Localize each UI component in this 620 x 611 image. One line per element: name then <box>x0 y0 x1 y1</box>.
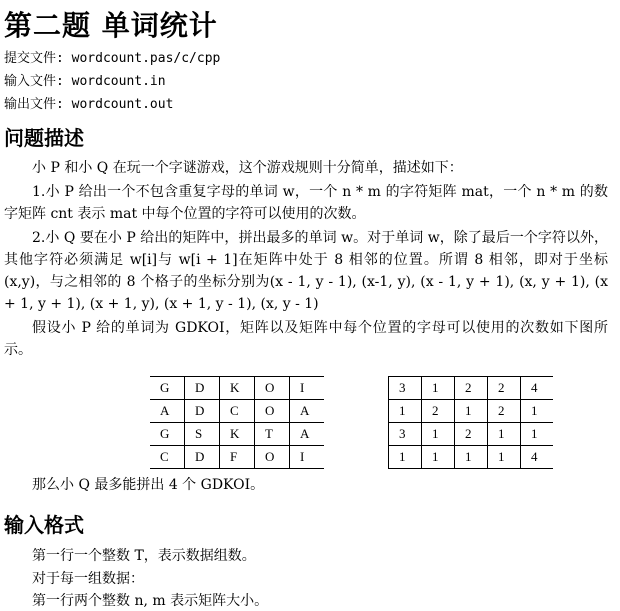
letter-matrix-cell: D <box>185 446 220 469</box>
count-matrix-cell: 1 <box>488 446 521 469</box>
letter-matrix-cell: D <box>185 377 220 400</box>
count-matrix-cell: 1 <box>521 400 554 423</box>
input-format-heading: 输入格式 <box>4 513 84 537</box>
description-paragraph-2: 1.小 P 给出一个不包含重复字母的单词 w，一个 n * m 的字符矩阵 mat，一个 n * m 的数字矩阵 cnt 表示 mat 中每个位置的字符可以使用的次数。 <box>4 184 608 222</box>
count-matrix-cell: 1 <box>389 400 422 423</box>
input-format-line-2: 对于每一组数据： <box>32 571 144 587</box>
letter-matrix-row <box>150 423 324 446</box>
letter-matrix-cell: O <box>255 377 290 400</box>
count-matrix-cell: 1 <box>521 423 554 446</box>
letter-matrix-cell: I <box>290 377 325 400</box>
description-heading: 问题描述 <box>4 126 84 150</box>
count-matrix-cell: 2 <box>455 423 488 446</box>
count-matrix-row <box>389 423 554 446</box>
count-matrix-cell: 1 <box>422 446 455 469</box>
count-matrix-cell: 1 <box>455 446 488 469</box>
letter-matrix-row <box>150 400 324 423</box>
description-paragraph-3: 2.小 Q 要在小 P 给出的矩阵中，拼出最多的单词 w。对于单词 w，除了最后一个字符以外，其他字符必须满足 w[i]与 w[i + 1]在矩阵中处于 8 相邻的位置。所谓 8 相邻，即对于坐标(x,y)，与之相邻的 8 个格子的坐标分别为(x - 1, y - 1), (x-1, y), (x - 1, y + 1), (x, y + 1), (x + 1, y + 1), (x + 1, y), (x + 1, y - 1), (x, y - 1) <box>4 230 608 312</box>
letter-matrix-cell: K <box>220 377 255 400</box>
count-matrix-cell: 1 <box>455 400 488 423</box>
letter-matrix-cell: G <box>150 377 185 400</box>
description-paragraph-1: 小 P 和小 Q 在玩一个字谜游戏，这个游戏规则十分简单，描述如下： <box>32 160 463 176</box>
letter-matrix-cell: A <box>290 400 325 423</box>
count-matrix-cell: 1 <box>422 377 455 400</box>
count-matrix-cell: 2 <box>422 400 455 423</box>
input-format-line-1: 第一行一个整数 T，表示数据组数。 <box>32 548 256 564</box>
letter-matrix-row <box>150 377 324 400</box>
letter-matrix-cell: T <box>255 423 290 446</box>
count-matrix-row <box>389 400 554 423</box>
input-format-line-3: 第一行两个整数 n, m 表示矩阵大小。 <box>32 593 269 609</box>
conclusion-text: 那么小 Q 最多能拼出 4 个 GDKOI。 <box>32 477 265 493</box>
letter-matrix-cell: K <box>220 423 255 446</box>
letter-matrix-cell: I <box>290 446 325 469</box>
count-matrix-cell: 2 <box>488 400 521 423</box>
letter-matrix-cell: F <box>220 446 255 469</box>
letter-matrix-cell: A <box>290 423 325 446</box>
count-matrix-cell: 4 <box>521 377 554 400</box>
output-file-line: 输出文件: wordcount.out <box>4 97 174 112</box>
count-matrix-row <box>389 377 554 400</box>
count-matrix-cell: 4 <box>521 446 554 469</box>
letter-matrix-cell: O <box>255 400 290 423</box>
count-matrix-cell: 1 <box>389 446 422 469</box>
letter-matrix-cell: G <box>150 423 185 446</box>
count-matrix-cell: 3 <box>389 377 422 400</box>
submit-file-line: 提交文件: wordcount.pas/c/cpp <box>4 51 221 66</box>
description-paragraph-4: 假设小 P 给的单词为 GDKOI，矩阵以及矩阵中每个位置的字母可以使用的次数如下图所示。 <box>4 320 608 358</box>
letter-matrix-cell: A <box>150 400 185 423</box>
count-matrix-cell: 2 <box>455 377 488 400</box>
count-matrix-row <box>389 446 554 469</box>
letter-matrix-cell: C <box>220 400 255 423</box>
problem-title: 第二题 单词统计 <box>4 9 218 42</box>
letter-matrix-cell: O <box>255 446 290 469</box>
count-matrix <box>388 376 553 469</box>
letter-matrix-row <box>150 446 324 469</box>
letter-matrix <box>150 376 324 469</box>
letter-matrix-cell: S <box>185 423 220 446</box>
letter-matrix-cell: C <box>150 446 185 469</box>
letter-matrix-cell: D <box>185 400 220 423</box>
count-matrix-cell: 1 <box>488 423 521 446</box>
count-matrix-cell: 3 <box>389 423 422 446</box>
count-matrix-cell: 2 <box>488 377 521 400</box>
count-matrix-cell: 1 <box>422 423 455 446</box>
input-file-line: 输入文件: wordcount.in <box>4 74 166 89</box>
